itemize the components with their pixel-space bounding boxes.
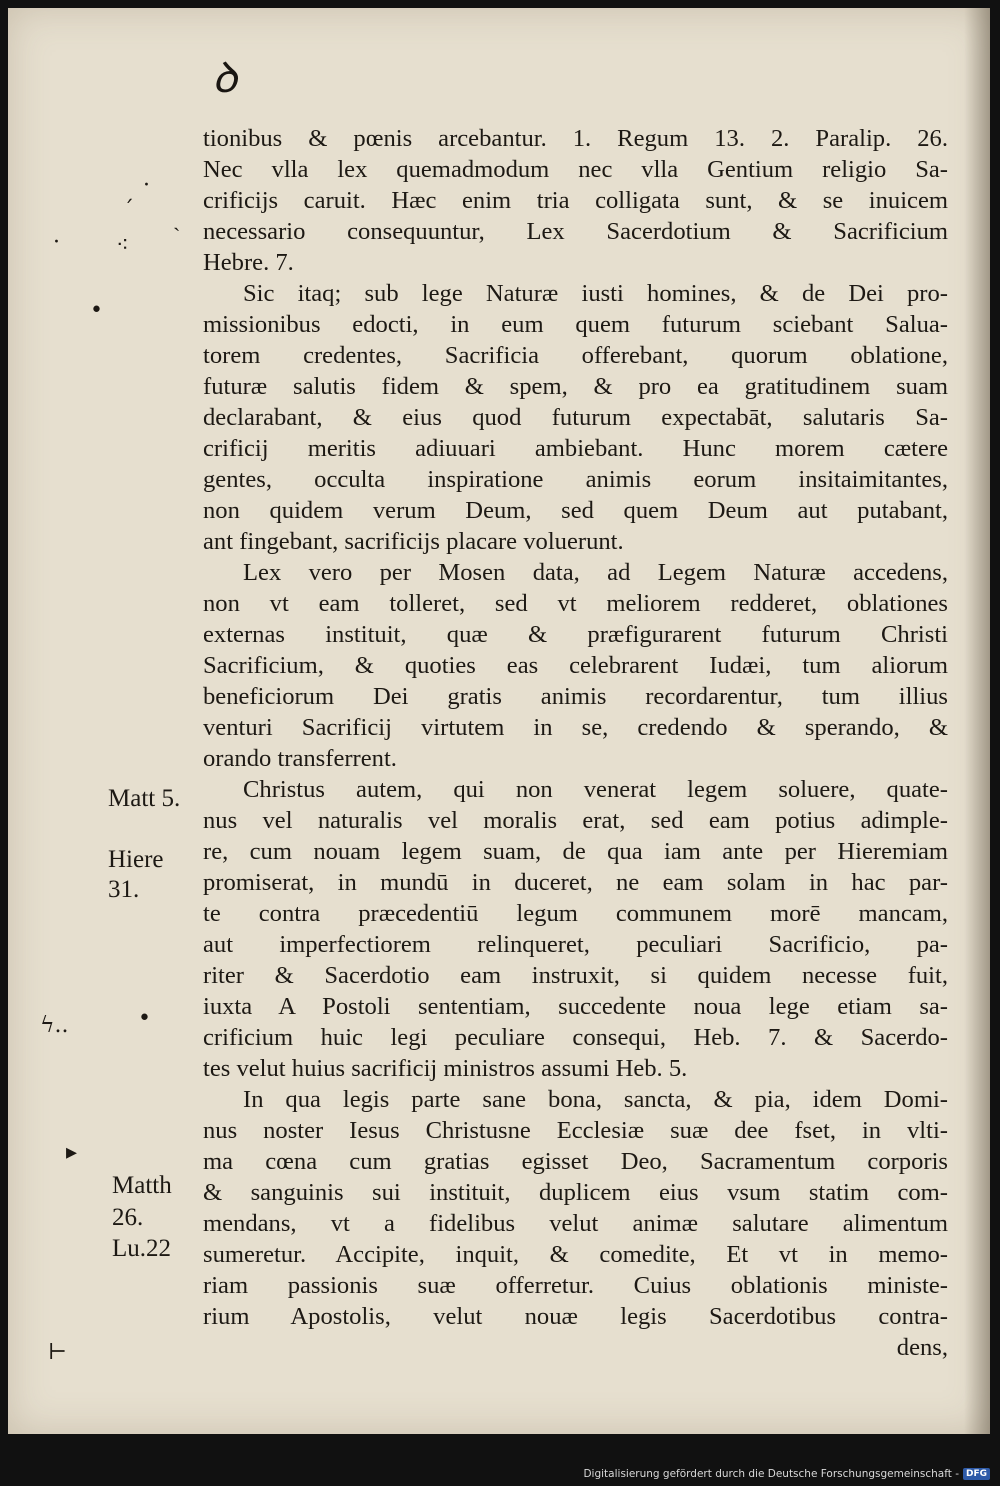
text-line: mendans, vt a fidelibus velut animæ salutare alimentum (203, 1210, 948, 1237)
text-line: Nec vlla lex quemadmodum nec vlla Gentium religio Sa- (203, 156, 948, 183)
text-line: futuræ salutis fidem & spem, & pro ea gratitudinem suam (203, 373, 948, 400)
signature-mark: ꝺ (212, 53, 238, 102)
text-line: Hebre. 7. (203, 249, 294, 276)
text-line: necessario consequuntur, Lex Sacerdotium & Sacrificium (203, 218, 948, 245)
text-line: sumeretur. Accipite, inquit, & comedite, Et vt in memo- (203, 1241, 948, 1268)
margin-mark-dot: • (138, 1006, 151, 1031)
main-text-block (203, 123, 948, 1363)
text-line: externas instituit, quæ & præfigurarent futurum Christi (203, 621, 948, 648)
text-line: venturi Sacrificij virtutem in se, credendo & sperando, & (203, 714, 948, 741)
margin-mark-dot: • (90, 298, 103, 323)
text-line: riam passionis suæ offerretur. Cuius oblationis ministe- (203, 1272, 948, 1299)
margin-note-matth: Matth (112, 1172, 172, 1199)
text-line: nus vel naturalis vel moralis erat, sed eam potius adimple- (203, 807, 948, 834)
text-line: te contra præcedentiū legum communem morē mancam, (203, 900, 948, 927)
text-line: crificium huic legi peculiare consequi, Heb. 7. & Sacerdo- (203, 1024, 948, 1051)
footer-text: Digitalisierung gefördert durch die Deutsche Forschungsgemeinschaft - (583, 1468, 959, 1480)
margin-note-hiere: Hiere (108, 846, 164, 873)
text-line: & sanguinis sui instituit, duplicem eius vsum statim com- (203, 1179, 948, 1206)
text-line: non vt eam tolleret, sed vt meliorem redderet, oblationes (203, 590, 948, 617)
text-line: beneficiorum Dei gratis animis recordarentur, tum illius (203, 683, 948, 710)
text-line: tionibus & pœnis arcebantur. 1. Regum 13. 2. Paralip. 26. (203, 125, 948, 152)
text-line: declarabant, & eius quod futurum expectabāt, salutaris Sa- (203, 404, 948, 431)
text-line: re, cum nouam legem suam, de qua iam ante per Hieremiam (203, 838, 948, 865)
text-line: aut imperfectiorem relinqueret, peculiari Sacrificio, pa- (203, 931, 948, 958)
text-line: missionibus edocti, in eum quem futurum sciebant Salua- (203, 311, 948, 338)
footer-credit (583, 1468, 990, 1480)
text-line: non quidem verum Deum, sed quem Deum aut putabant, (203, 497, 948, 524)
margin-mark-dot: · (53, 230, 60, 255)
text-line: orando transferrent. (203, 745, 397, 772)
text-line: nus noster Iesus Christusne Ecclesiæ suæ dee fset, in vlti- (203, 1117, 948, 1144)
text-line: torem credentes, Sacrificia offerebant, quorum oblatione, (203, 342, 948, 369)
text-line: iuxta A Postoli sententiam, succedente noua lege etiam sa- (203, 993, 948, 1020)
margin-note-matth-num: 26. (112, 1204, 144, 1231)
text-line: riter & Sacerdotio eam instruxit, si quidem necesse fuit, (203, 962, 948, 989)
margin-mark-dash: ⊢ (48, 1340, 67, 1365)
text-line: gentes, occulta inspiratione animis eorum insitaimitantes, (203, 466, 948, 493)
book-page (8, 8, 990, 1434)
text-line: ma cœna cum gratias egisset Deo, Sacramentum corporis (203, 1148, 948, 1175)
margin-note-matt5: Matt 5. (108, 785, 181, 812)
text-line: Sacrificium, & quoties eas celebrarent Iudæi, tum aliorum (203, 652, 948, 679)
margin-mark-tick: ⁖ (116, 233, 129, 258)
catchword: dens, (896, 1334, 948, 1361)
text-line: Christus autem, qui non venerat legem soluere, quate- (243, 776, 948, 803)
margin-note-lu: Lu.22 (112, 1235, 172, 1262)
margin-note-hiere-num: 31. (108, 876, 140, 903)
text-line: rium Apostolis, velut nouæ legis Sacerdotibus contra- (203, 1303, 948, 1330)
text-line: ant fingebant, sacrificijs placare voluerunt. (203, 528, 624, 555)
text-line: crificij meritis adiuuari ambiebant. Hunc morem cætere (203, 435, 948, 462)
margin-mark-tick: ˏ (173, 207, 181, 232)
text-line: crificijs caruit. Hæc enim tria colligata sunt, & se inuicem (203, 187, 948, 214)
text-line: Sic itaq; sub lege Naturæ iusti homines, & de Dei pro- (243, 280, 948, 307)
margin-mark-scribble: ϟ.. (40, 1013, 69, 1038)
margin-mark-dot: ▸ (66, 1140, 78, 1165)
text-line: In qua legis parte sane bona, sancta, & pia, idem Domi- (243, 1086, 948, 1113)
dfg-logo: DFG (963, 1468, 990, 1480)
margin-mark-dot: · (143, 173, 150, 198)
text-line: tes velut huius sacrificij ministros assumi Heb. 5. (203, 1055, 688, 1082)
text-line: promiserat, in mundū in duceret, ne eam solam in hac par- (203, 869, 948, 896)
text-line: Lex vero per Mosen data, ad Legem Naturæ accedens, (243, 559, 948, 586)
margin-mark-tick: ˊ (123, 198, 134, 223)
page-gutter-shadow (964, 8, 990, 1434)
